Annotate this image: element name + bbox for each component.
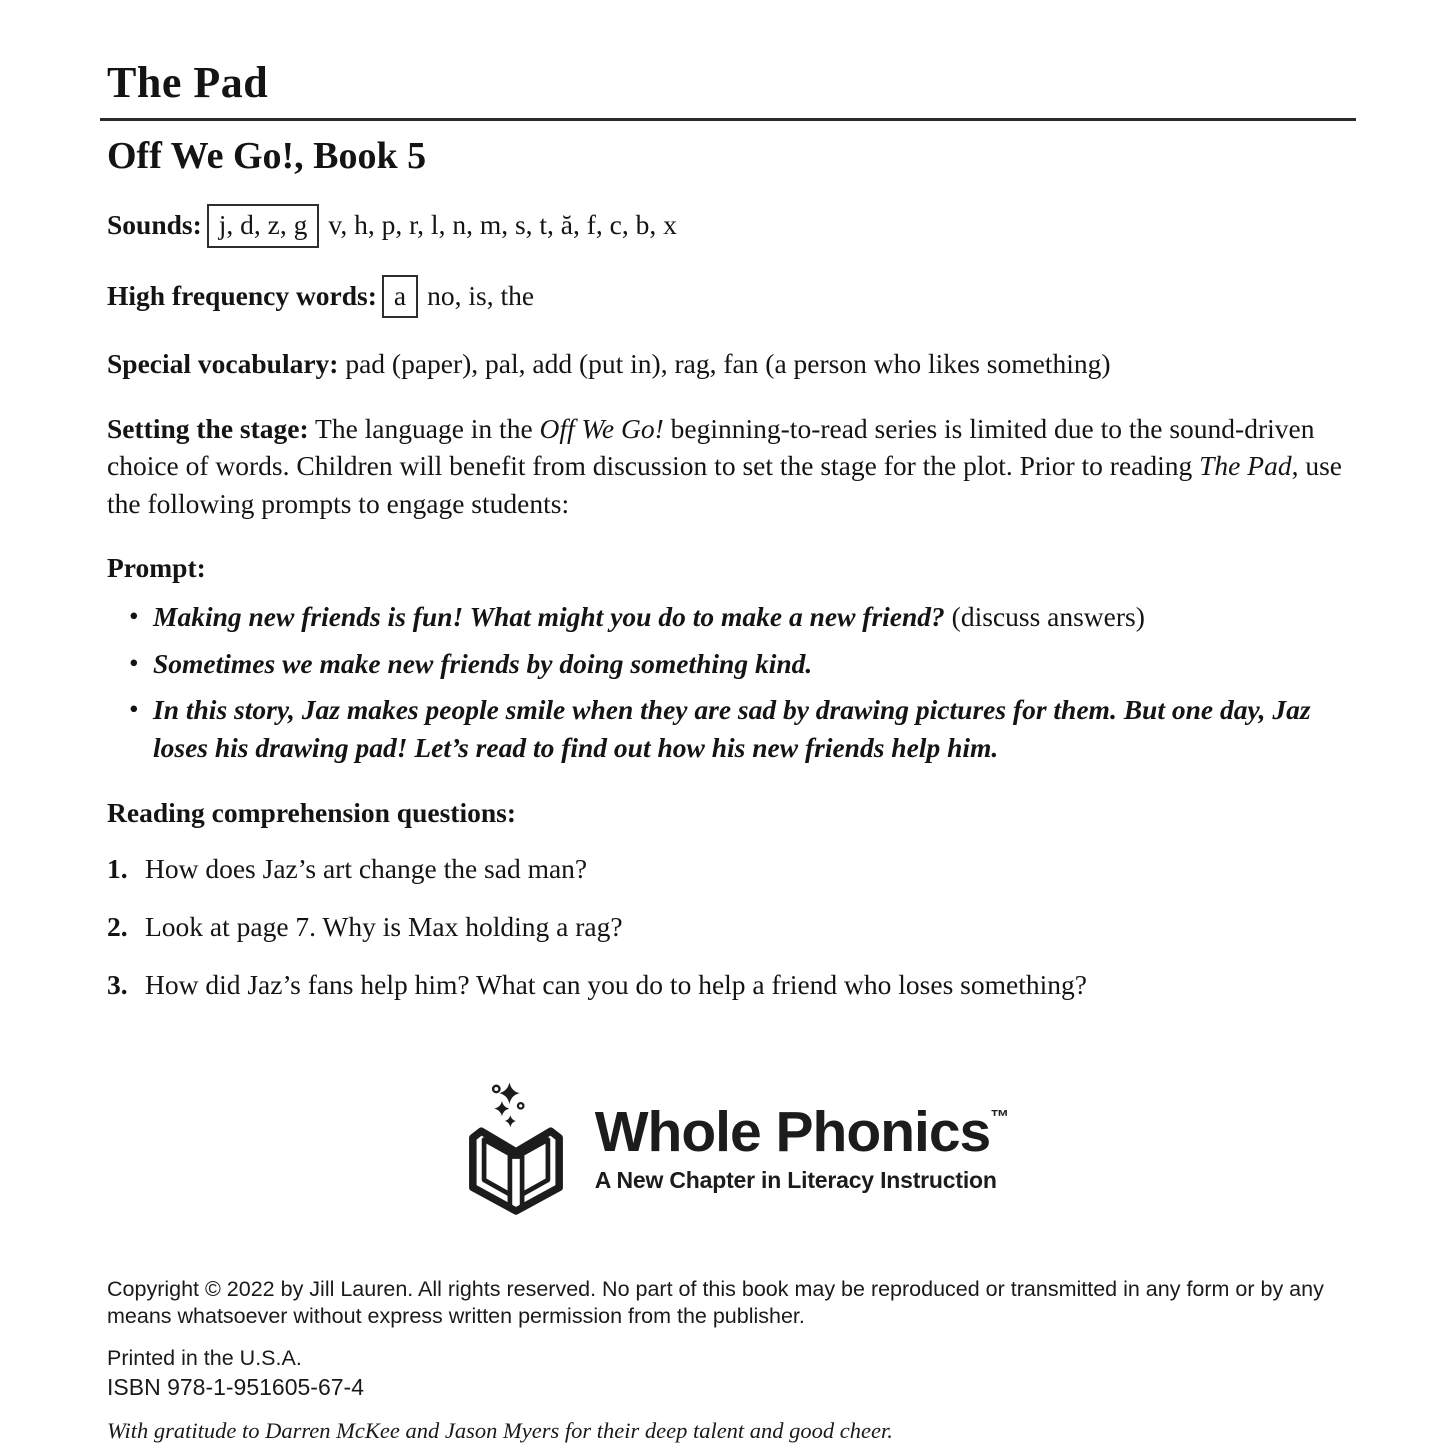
sparkle-star-icon bbox=[504, 1115, 515, 1127]
logo-text-block bbox=[594, 1100, 1010, 1194]
setting-the-stage-paragraph bbox=[107, 410, 1357, 522]
isbn-number: ISBN 978-1-951605-67-4 bbox=[107, 1373, 364, 1400]
prompt-bullet bbox=[107, 691, 1357, 766]
sounds-line bbox=[107, 204, 1357, 248]
printed-in: Printed in the U.S.A. bbox=[107, 1345, 302, 1370]
book-title-italic: The Pad bbox=[1199, 450, 1292, 482]
bullet-icon: • bbox=[129, 693, 139, 725]
setting-text: beginning-to-read series is limited due to the sound-driven choice of words. Children will benefit from discussion to set the stage for the plot. Prior to reading bbox=[107, 412, 1315, 482]
prompt-bullet-text: In this story, Jaz makes people smile when they are sad by drawing pictures for them. But one day, Jaz loses his drawing pad! Let’s read to find out how his new friends help him. bbox=[153, 694, 1311, 763]
question-item bbox=[107, 908, 1357, 945]
questions-heading: Reading comprehension questions: bbox=[107, 796, 516, 828]
title-divider bbox=[100, 118, 1356, 121]
logo-tagline: A New Chapter in Literacy Instruction bbox=[594, 1167, 997, 1194]
imprint-footer bbox=[107, 1276, 1357, 1444]
trademark-symbol: ™ bbox=[990, 1107, 1010, 1129]
sparkle-star-icon bbox=[499, 1082, 520, 1104]
bullet-icon: • bbox=[129, 599, 139, 631]
question-number: 1. bbox=[107, 852, 128, 884]
special-vocabulary-label: Special vocabulary: bbox=[107, 348, 339, 380]
prompt-bullet bbox=[107, 645, 1357, 683]
bullet-icon: • bbox=[129, 646, 139, 678]
question-number: 3. bbox=[107, 969, 128, 1001]
question-number: 2. bbox=[107, 910, 128, 942]
page-title: The Pad bbox=[107, 58, 269, 107]
logo-wordmark bbox=[594, 1100, 1010, 1165]
prompt-bullet-text: Making new friends is fun! What might you do to make a new friend? bbox=[153, 600, 945, 632]
special-vocabulary-line bbox=[107, 345, 1357, 382]
prompt-heading: Prompt: bbox=[107, 551, 206, 583]
question-text: How did Jaz’s fans help him? What can you do to help a friend who loses something? bbox=[145, 969, 1087, 1001]
open-book-with-sparkles-icon bbox=[455, 1078, 577, 1220]
question-item bbox=[107, 966, 1357, 1003]
prompt-bullet-list bbox=[107, 598, 1357, 767]
logo-name-text: Whole Phonics bbox=[594, 1100, 991, 1165]
question-text: Look at page 7. Why is Max holding a rag? bbox=[145, 910, 623, 942]
high-frequency-label: High frequency words: bbox=[107, 279, 377, 311]
setting-text: The language in the bbox=[315, 412, 540, 444]
setting-text: , use the following prompts to engage students: bbox=[107, 450, 1342, 519]
high-frequency-rest: no, is, the bbox=[427, 279, 535, 311]
sparkle-ring-icon bbox=[518, 1103, 523, 1108]
high-frequency-new-box: a bbox=[382, 275, 418, 319]
sounds-label: Sounds: bbox=[107, 209, 202, 241]
gratitude-note: With gratitude to Darren McKee and Jason Myers for their deep talent and good cheer. bbox=[107, 1417, 893, 1443]
high-frequency-line bbox=[107, 275, 1357, 319]
prompt-bullet-note: (discuss answers) bbox=[944, 600, 1145, 632]
special-vocabulary-text: pad (paper), pal, add (put in), rag, fan (a person who likes something) bbox=[345, 348, 1111, 380]
question-text: How does Jaz’s art change the sad man? bbox=[145, 852, 588, 884]
book-spine-shape bbox=[510, 1156, 522, 1209]
sounds-new-box: j, d, z, g bbox=[207, 204, 320, 248]
setting-the-stage-label: Setting the stage: bbox=[107, 412, 309, 444]
question-item bbox=[107, 850, 1357, 887]
sparkle-ring-icon bbox=[493, 1085, 499, 1091]
prompt-bullet-text: Sometimes we make new friends by doing something kind. bbox=[153, 647, 813, 679]
series-subtitle: Off We Go!, Book 5 bbox=[107, 135, 427, 178]
series-title-italic: Off We Go! bbox=[539, 412, 664, 444]
whole-phonics-logo bbox=[107, 1078, 1357, 1220]
sparkle-star-icon bbox=[494, 1101, 509, 1116]
sounds-rest: v, h, p, r, l, n, m, s, t, ă, f, c, b, x bbox=[328, 209, 677, 241]
copyright-notice: Copyright © 2022 by Jill Lauren. All rights reserved. No part of this book may be reproduced or transmitted in any form or by any means whatsoever without express written permission from the publisher. bbox=[107, 1276, 1324, 1328]
prompt-bullet bbox=[107, 598, 1357, 636]
